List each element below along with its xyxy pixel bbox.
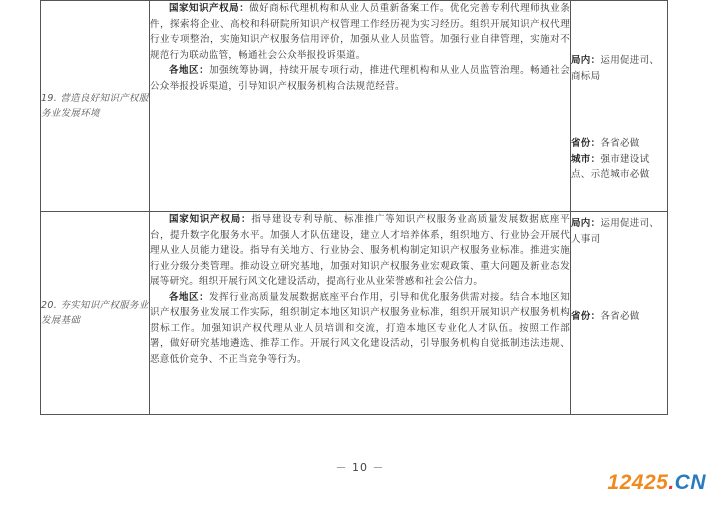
paragraph-text: 指导建设专利导航、标准推广等知识产权服务业高质量发展数据底座平台，提升数字化服务水平。加强人才队伍建设，建立人才培养体系，组织地方、行业协会开展代理从业人员能力建设。指导有关地方、行业协会、服务机构制定知识产权服务业标准。推进实施行业分级分类管理。推动设立研究基地，加强对知识产权服务业宏观政策、重大问题及新业态发展等研究。组织开展行风文化建设活动，提高行业从业荣誉感和社会公信力。: [150, 214, 570, 287]
responsibility-lead: 局内：: [571, 218, 601, 229]
task-content-cell: [150, 1, 571, 212]
responsibility-text: 运用促进司、商标局: [571, 55, 660, 82]
responsibility-lead: 省份：: [571, 311, 601, 322]
table-row: [41, 212, 668, 415]
paragraph-lead: 国家知识产权局：: [169, 214, 252, 225]
responsibility-entry: [571, 212, 667, 247]
paragraph-lead: 各地区：: [169, 291, 210, 303]
site-watermark: [607, 471, 706, 495]
paragraph-text: 发挥行业高质量发展数据底座平台作用，引导和优化服务供需对接。结合本地区知识产权服务业发展工作实际，组织制定本地区知识产权服务业标准，组织开展知识产权服务机构贯标工作。加强知识产权代理从业人员培训和交流，打造本地区专业化人才队伍。按照工作部署，做好研究基地遴选、推荐工作。开展行风文化建设活动，引导服务机构自觉抵制违法违规、恶意低价竞争、不正当竞争等行为。: [150, 291, 570, 365]
task-content-cell: [150, 212, 571, 415]
responsibility-text: 运用促进司、人事司: [571, 218, 660, 245]
responsibility-entry: [571, 152, 667, 183]
responsibility-cell: [571, 212, 668, 415]
watermark-cn: CN: [674, 471, 706, 494]
paragraph-text: 加强统筹协调，持续开展专项行动，推进代理机构和从业人员监管治理。畅通社会公众举报投诉渠道，引导知识产权服务机构合法规范经营。: [150, 65, 570, 92]
responsibility-cell: [571, 1, 668, 212]
task-item-cell: 20. 夯实知识产权服务业发展基础: [41, 212, 150, 415]
paragraph-lead: 各地区：: [169, 65, 210, 76]
policy-table: [40, 0, 668, 415]
responsibility-text: 各省必做: [600, 311, 640, 322]
responsibility-lead: 局内：: [571, 55, 601, 66]
task-item-cell: 19. 营造良好知识产权服务业发展环境: [41, 1, 150, 212]
task-paragraph: [150, 63, 570, 94]
task-paragraph: [150, 290, 570, 368]
page-number: － 10 －: [335, 461, 385, 474]
responsibility-text: 强市建设试点、示范城市必做: [571, 153, 650, 180]
responsibility-entry: [571, 1, 667, 84]
responsibility-entry: [571, 247, 667, 325]
table-row: [41, 1, 668, 212]
paragraph-lead: 国家知识产权局：: [169, 3, 250, 14]
responsibility-text: 各省必做: [600, 138, 640, 149]
paragraph-text: 做好商标代理机构和从业人员重新备案工作。优化完善专利代理师执业条件，探索将企业、高校和科研院所知识产权管理工作经历视为实习经历。组织开展知识产权代理行业专项整治，实施知识产权服务信用评价，加强从业人员监管。加强行业自律管理，实施对不规范行为联动监管，畅通社会公众举报投诉渠道。: [150, 3, 570, 61]
task-paragraph: [150, 1, 570, 63]
watermark-dot: .: [668, 471, 675, 494]
responsibility-lead: 城市：: [571, 153, 601, 165]
watermark-number: 12425: [607, 471, 669, 494]
responsibility-entry: [571, 84, 667, 152]
responsibility-lead: 省份：: [571, 138, 601, 149]
task-paragraph: [150, 212, 570, 290]
